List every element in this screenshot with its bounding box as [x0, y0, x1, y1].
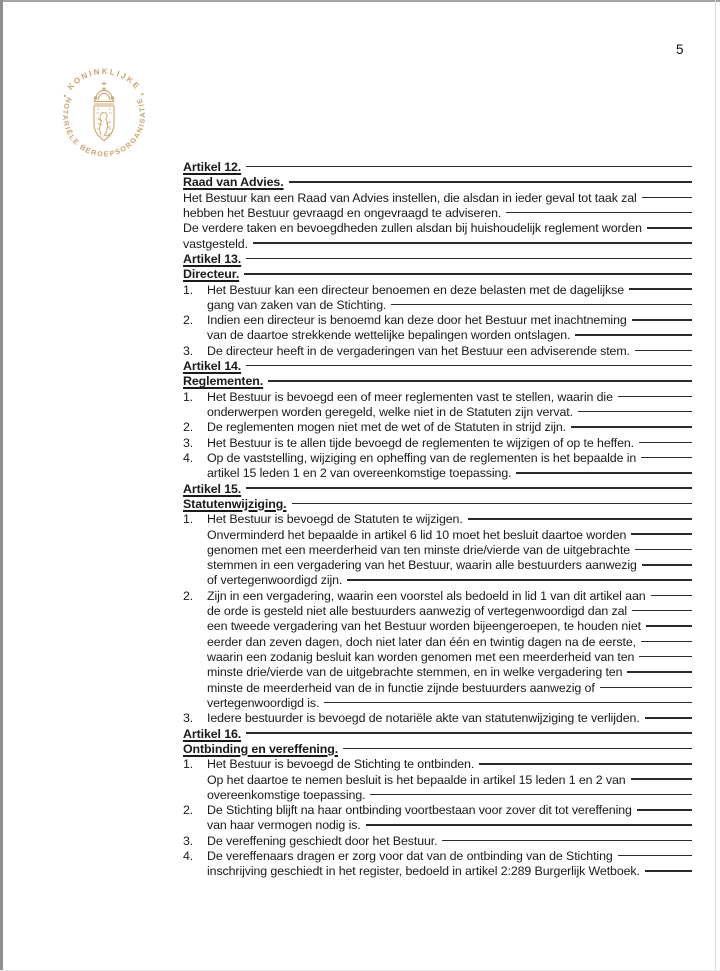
line-text: artikel 15 leden 1 en 2 van overeenkomstige toepassing. [207, 466, 512, 481]
line-filler-rule [600, 687, 692, 689]
lion-icon [98, 112, 111, 135]
text-line [183, 665, 692, 680]
line-filler-rule [479, 763, 692, 765]
heading-text: Artikel 14. [183, 359, 242, 374]
line-filler-rule [631, 778, 692, 780]
line-text: Op het daartoe te nemen besluit is het bepaalde in artikel 15 leden 1 en 2 van [207, 772, 626, 787]
line-filler-rule [506, 212, 692, 214]
text-line [183, 405, 692, 420]
heading-text: Directeur. [183, 267, 240, 282]
text-line [183, 711, 692, 726]
scan-edge-left [0, 0, 3, 971]
text-line [183, 283, 692, 298]
list-number: 2. [183, 420, 194, 435]
list-number: 2. [183, 588, 194, 603]
crown-icon [94, 82, 114, 104]
text-line [183, 543, 692, 558]
line-filler-rule [632, 610, 692, 612]
text-line [183, 512, 692, 527]
text-line [183, 191, 692, 206]
line-text: van haar vermogen nodig is. [207, 818, 361, 833]
text-line [183, 803, 692, 818]
line-text: vastgesteld. [183, 236, 248, 251]
text-line [183, 834, 692, 849]
text-line [183, 788, 692, 803]
line-text: Het Bestuur is te allen tijde bevoegd de reglementen te wijzigen of op te heffen. [207, 435, 635, 450]
line-filler-rule [642, 197, 692, 199]
line-text: Het Bestuur kan een directeur benoemen en deze belasten met de dagelijkse [207, 282, 625, 297]
list-number: 4. [183, 849, 194, 864]
knb-seal-stamp [54, 63, 154, 163]
line-filler-rule [631, 533, 692, 535]
text-line [183, 328, 692, 343]
line-filler-rule [246, 487, 692, 489]
text-line [183, 466, 692, 481]
line-filler-rule [645, 870, 692, 872]
line-text: waarin een zodanig besluit kan worden genomen met een meerderheid van ten [207, 650, 635, 664]
seal-coat-of-arms [94, 82, 114, 141]
line-text: of vertegenwoordigd zijn. [207, 573, 343, 588]
line-filler-rule [468, 518, 692, 520]
line-text: De vereffenaars dragen er zorg voor dat van de ontbinding van de Stichting [207, 849, 613, 864]
list-number: 3. [183, 833, 194, 848]
line-filler-rule [647, 227, 692, 229]
line-text: een tweede vergadering van het Bestuur worden bijeengeroepen, te houden niet [207, 619, 641, 634]
text-line [183, 344, 692, 359]
text-line [183, 451, 692, 466]
heading-line [183, 175, 692, 190]
line-text: genomen met een meerderheid van ten minste drie/vierde van de uitgebrachte [207, 542, 631, 557]
text-line [183, 849, 692, 864]
text-line [183, 298, 692, 313]
heading-text: Statutenwijziging. [183, 496, 287, 511]
document-body [183, 160, 692, 880]
text-line [183, 619, 692, 634]
scan-edge-top [0, 0, 720, 2]
line-filler-rule [575, 334, 692, 336]
heading-line [183, 727, 692, 742]
line-filler-rule [246, 365, 692, 367]
line-filler-rule [391, 304, 692, 306]
line-filler-rule [632, 319, 692, 321]
list-number: 3. [183, 711, 194, 726]
text-line [183, 864, 692, 879]
heading-line [183, 359, 692, 374]
text-line [183, 757, 692, 772]
text-line [183, 573, 692, 588]
line-text: minste drie/vierde van de uitgebrachte stemmen, en in welke vergadering ten [207, 665, 623, 680]
line-text: gang van zaken van de Stichting. [207, 297, 387, 312]
line-text: vertegenwoordigd is. [207, 695, 320, 710]
line-filler-rule [571, 426, 692, 428]
line-filler-rule [442, 840, 692, 842]
line-text: inschrijving geschiedt in het register, bedoeld in artikel 2:289 Burgerlijk Wetboek. [207, 864, 640, 879]
line-text: Op de vaststelling, wijziging en opheffing van de reglementen is het bepaalde in [207, 450, 637, 465]
line-text: van de daartoe strekkende wettelijke bepalingen worden ontslagen. [207, 328, 571, 343]
line-filler-rule [578, 411, 692, 413]
line-text: Zijn in een vergadering, waarin een voorstel als bedoeld in lid 1 van dit artikel aan [207, 588, 646, 603]
heading-text: Artikel 13. [183, 251, 242, 266]
list-number: 3. [183, 435, 194, 450]
line-filler-rule [289, 181, 692, 183]
text-line [183, 818, 692, 833]
heading-line [183, 267, 692, 282]
heading-line [183, 252, 692, 267]
line-filler-rule [343, 748, 692, 750]
line-filler-rule [627, 671, 692, 673]
line-filler-rule [629, 288, 692, 290]
shield-icon [94, 106, 114, 141]
line-filler-rule [641, 641, 692, 643]
line-text: onderwerpen worden geregeld, welke niet in de Statuten zijn vervat. [207, 405, 573, 419]
list-number: 1. [183, 512, 194, 527]
seal-ring-text-bottom: NOTARIËLE BEROEPSORGANISATIE [60, 95, 148, 159]
line-filler-rule [635, 350, 692, 352]
heading-line [183, 742, 692, 757]
line-text: eerder dan zeven dagen, doch niet later dan één en twintig dagen na de eerste, [207, 634, 636, 649]
text-line [183, 635, 692, 650]
line-text: De vereffening geschiedt door het Bestuur. [207, 833, 438, 848]
list-number: 2. [183, 803, 194, 818]
line-text: Onverminderd het bepaalde in artikel 6 lid 10 moet het besluit daartoe worden [207, 527, 627, 542]
scan-edge-right [715, 0, 716, 971]
text-line [183, 313, 692, 328]
line-filler-rule [651, 595, 692, 597]
line-filler-rule [324, 702, 692, 704]
list-number: 4. [183, 450, 194, 465]
heading-text: Ontbinding en vereffening. [183, 741, 339, 756]
line-text: minste de meerderheid van de in functie zijnde bestuurders aanwezig of [207, 680, 595, 695]
line-filler-rule [246, 258, 692, 260]
line-text: overeenkomstige toepassing. [207, 787, 366, 802]
line-text: Het Bestuur is bevoegd de Stichting te ontbinden. [207, 757, 475, 772]
text-line [183, 436, 692, 451]
line-filler-rule [637, 809, 692, 811]
list-number: 1. [183, 282, 194, 297]
heading-text: Artikel 15. [183, 481, 242, 496]
line-filler-rule [370, 794, 692, 796]
line-filler-rule [246, 166, 692, 168]
line-text: De directeur heeft in de vergaderingen van het Bestuur een adviserende stem. [207, 343, 630, 358]
text-line [183, 528, 692, 543]
seal-ring-text-top: • KONINKLIJKE • [60, 66, 148, 100]
text-line [183, 589, 692, 604]
line-filler-rule [366, 824, 692, 826]
line-text: Het Bestuur is bevoegd de Statuten te wijzigen. [207, 512, 463, 527]
text-line [183, 390, 692, 405]
text-line [183, 681, 692, 696]
line-filler-rule [618, 855, 692, 857]
line-filler-rule [253, 242, 692, 244]
text-line [183, 420, 692, 435]
line-text: De verdere taken en bevoegdheden zullen alsdan bij huishoudelijk reglement worden [183, 221, 642, 236]
text-line [183, 604, 692, 619]
text-line [183, 773, 692, 788]
list-number: 1. [183, 389, 194, 404]
heading-line [183, 497, 692, 512]
heading-text: Artikel 16. [183, 726, 242, 741]
line-filler-rule [642, 564, 692, 566]
line-text: hebben het Bestuur gevraagd en ongevraagd te adviseren. [183, 205, 502, 220]
line-filler-rule [641, 457, 692, 459]
heading-line [183, 374, 692, 389]
list-number: 1. [183, 757, 194, 772]
text-line [183, 650, 692, 665]
line-filler-rule [246, 732, 692, 734]
line-filler-rule [347, 579, 692, 581]
heading-line [183, 160, 692, 175]
line-filler-rule [646, 625, 692, 627]
list-number: 2. [183, 313, 194, 328]
line-filler-rule [639, 442, 692, 444]
text-line [183, 558, 692, 573]
line-text: Iedere bestuurder is bevoegd de notariële akte van statutenwijziging te verlijden. [207, 711, 640, 726]
heading-text: Artikel 12. [183, 160, 242, 174]
heading-line [183, 482, 692, 497]
line-text: De reglementen mogen niet met de wet of de Statuten in strijd zijn. [207, 420, 567, 435]
line-filler-rule [244, 273, 692, 275]
line-text: De Stichting blijft na haar ontbinding voortbestaan voor zover dit tot vereffening [207, 803, 632, 818]
line-text: Indien een directeur is benoemd kan deze door het Bestuur met inachtneming [207, 313, 627, 328]
text-line [183, 696, 692, 711]
line-filler-rule [645, 717, 692, 719]
list-number: 3. [183, 343, 194, 358]
page-number: 5 [676, 42, 684, 57]
line-text: stemmen in een vergadering van het Bestuur, waarin alle bestuurders aanwezig [207, 558, 637, 573]
text-line [183, 221, 692, 236]
text-line [183, 206, 692, 221]
line-filler-rule [618, 396, 692, 398]
line-filler-rule [516, 472, 692, 474]
line-filler-rule [639, 656, 692, 658]
line-filler-rule [635, 549, 692, 551]
heading-text: Raad van Advies. [183, 175, 284, 190]
line-filler-rule [292, 503, 692, 505]
line-filler-rule [268, 380, 692, 382]
line-text: de orde is gesteld niet alle bestuurders aanwezig of vertegenwoordigd dan zal [207, 604, 628, 619]
line-text: Het Bestuur is bevoegd een of meer reglementen vast te stellen, waarin die [207, 389, 613, 404]
heading-text: Reglementen. [183, 374, 264, 389]
line-text: Het Bestuur kan een Raad van Advies instellen, die alsdan in ieder geval tot taak zal [183, 190, 637, 205]
text-line [183, 237, 692, 252]
